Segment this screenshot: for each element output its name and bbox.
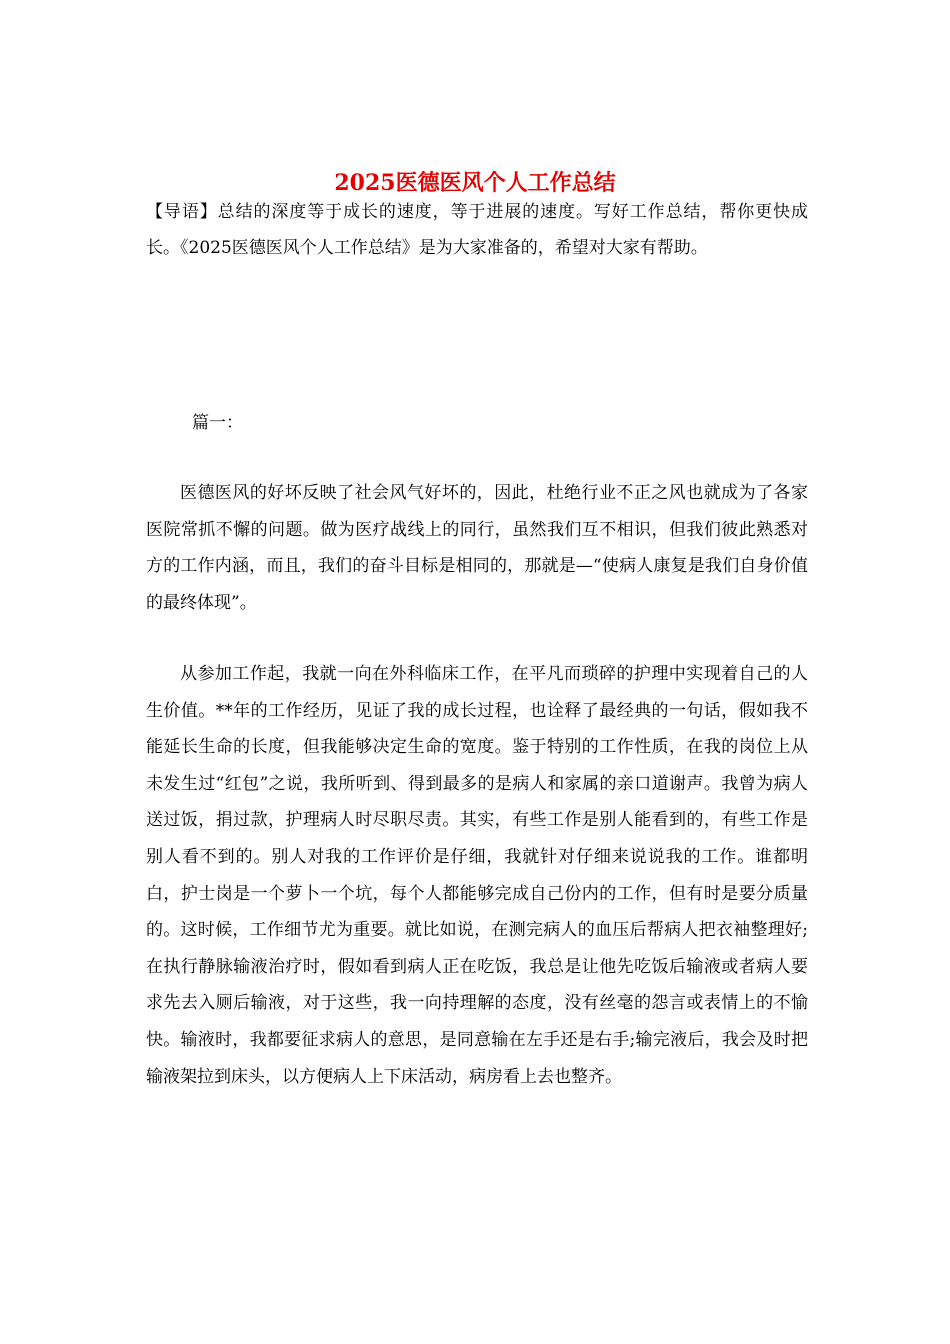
body-paragraph-1: 医德医风的好坏反映了社会风气好坏的，因此，杜绝行业不正之风也就成为了各家医院常抓不懈的问题。做为医疗战线上的同行，虽然我们互不相识，但我们彼此熟悉对方的工作内涵，而且，我们的奋斗目标是相同的，那就是—“使病人康复是我们自身价值的最终体现”。 [146,483,808,613]
body-paragraph-2: 从参加工作起，我就一向在外科临床工作，在平凡而琐碎的护理中实现着自己的人生价值。**年的工作经历，见证了我的成长过程，也诠释了最经典的一句话，假如我不能延长生命的长度，但我能够决定生命的宽度。鉴于特别的工作性质，在我的岗位上从未发生过“红包”之说，我所听到、得到最多的是病人和家属的亲口道谢声。我曾为病人送过饭，捐过款，护理病人时尽职尽责。其实，有些工作是别人能看到的，有些工作是别人看不到的。别人对我的工作评价是仔细，我就针对仔细来说说我的工作。谁都明白，护士岗是一个萝卜一个坑，每个人都能够完成自己份内的工作，但有时是要分质量的。这时候，工作细节尤为重要。就比如说，在测完病人的血压后帮病人把衣袖整理好;在执行静脉输液治疗时，假如看到病人正在吃饭，我总是让他先吃饭后输液或者病人要求先去入厕后输液，对于这些，我一向持理解的态度，没有丝毫的怨言或表情上的不愉快。输液时，我都要征求病人的意思，是同意输在左手还是右手;输完液后，我会及时把输液架拉到床头，以方便病人上下床活动，病房看上去也整齐。 [146,664,808,1087]
document-title: 2025医德医风个人工作总结 [334,169,616,196]
section-heading: 篇一： [192,413,243,433]
intro-paragraph: 【导语】总结的深度等于成长的速度，等于进展的速度。写好工作总结，帮你更快成长。《2025医德医风个人工作总结》是为大家准备的，希望对大家有帮助。 [146,202,808,258]
